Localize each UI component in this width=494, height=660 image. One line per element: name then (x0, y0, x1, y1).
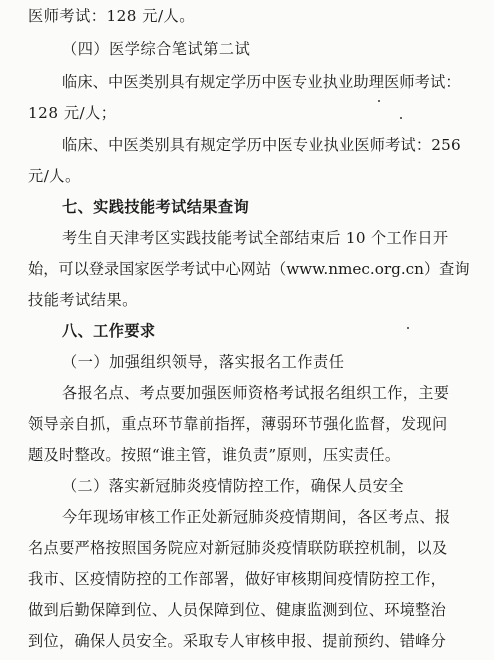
text-line-organization-1: 各报名点、考点要加强医师资格考试报名组织工作，主要 (62, 384, 450, 402)
text-line-results-3: 技能考试结果。 (28, 291, 138, 309)
text-line-epidemic-5: 到位，确保人员安全。采取专人审核申报、提前预约、错峰分 (28, 632, 447, 650)
scan-speck (407, 327, 409, 329)
text-line-physician-fee: 临床、中医类别具有规定学历中医专业执业医师考试：256 (62, 136, 461, 154)
section-heading-work-requirements: 八、工作要求 (62, 322, 156, 340)
scan-speck (378, 100, 380, 102)
text-line-assistant-fee: 临床、中医类别具有规定学历中医专业执业助理医师考试： (62, 73, 461, 91)
subsection-heading-organization: （一）加强组织领导，落实报名工作责任 (62, 353, 345, 371)
text-line-physician-fee-unit: 元/人。 (28, 167, 81, 185)
section-heading-written-exam-2: （四）医学综合笔试第二试 (62, 40, 251, 58)
text-line-organization-3: 题及时整改。按照“谁主管，谁负责”原则，压实责任。 (28, 446, 401, 464)
subsection-heading-epidemic-prevention: （二）落实新冠肺炎疫情防控工作，确保人员安全 (62, 477, 404, 495)
section-heading-results-query: 七、实践技能考试结果查询 (62, 198, 250, 216)
text-line-organization-2: 领导亲自抓，重点环节靠前指挥，薄弱环节强化监督，发现问 (28, 415, 448, 433)
text-line-results-1: 考生自天津考区实践技能考试全部结束后 10 个工作日开 (62, 229, 449, 247)
text-line-epidemic-2: 名点要严格按照国务院应对新冠肺炎疫情联防联控机制，以及 (28, 539, 448, 557)
text-line-fee-continued: 医师考试：128 元/人。 (28, 7, 195, 25)
text-line-assistant-fee-amount: 128 元/人； (28, 104, 117, 122)
text-line-epidemic-1: 今年现场审核工作正处新冠肺炎疫情期间，各区考点、报 (62, 508, 451, 526)
text-line-epidemic-3: 我市、区疫情防控的工作部署，做好审核期间疫情防控工作， (28, 570, 447, 588)
text-line-epidemic-4: 做到后勤保障到位、人员保障到位、健康监测到位、环境整治 (28, 601, 447, 619)
scan-speck (400, 117, 402, 119)
text-line-results-2: 始，可以登录国家医学考试中心网站（www.nmec.org.cn）查询 (28, 260, 470, 278)
